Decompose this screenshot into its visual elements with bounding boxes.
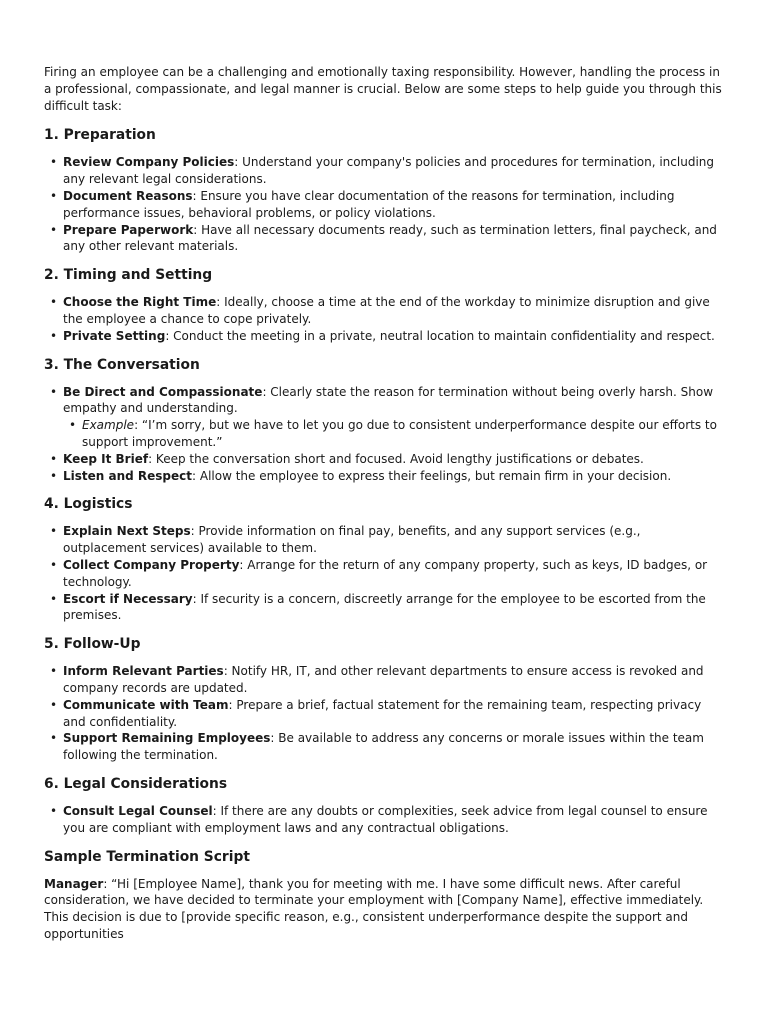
list-item (44, 188, 724, 222)
item-text: : If security is a concern, discreetly arrange for the employee to be escorted from the premises. (63, 591, 706, 623)
script-paragraph (44, 876, 724, 943)
preparation-list (44, 154, 724, 255)
item-term: Be Direct and Compassionate (63, 384, 263, 399)
conversation-list (44, 384, 724, 485)
list-item (44, 557, 724, 591)
section-heading-timing: 2. Timing and Setting (44, 267, 213, 284)
list-item (44, 154, 724, 188)
list-item (44, 697, 724, 731)
list-item (44, 328, 724, 345)
list-item (44, 468, 724, 485)
section-heading-logistics: 4. Logistics (44, 496, 133, 513)
item-term: Communicate with Team (63, 697, 229, 712)
item-term: Review Company Policies (63, 155, 235, 170)
script-speaker: Manager (44, 876, 104, 891)
section-heading-preparation: 1. Preparation (44, 127, 156, 144)
item-term: Prepare Paperwork (63, 222, 194, 237)
script-text: : “Hi [Employee Name], thank you for meeting with me. I have some difficult news. After careful consideration, we have decided to terminate your employment with [Company Name], effective immediately. This decision is due to [provide specific reason, e.g., consistent underperformance despite the support and opportunities (44, 876, 704, 941)
item-text: : Prepare a brief, factual statement for the remaining team, respecting privacy and confidentiality. (63, 697, 702, 729)
item-text: : Allow the employee to express their feelings, but remain firm in your decision. (192, 468, 672, 483)
legal-list (44, 803, 724, 837)
section-heading-legal: 6. Legal Considerations (44, 775, 228, 792)
item-text: : Conduct the meeting in a private, neutral location to maintain confidentiality and respect. (165, 328, 715, 343)
list-item (44, 222, 724, 256)
item-term: Inform Relevant Parties (63, 664, 224, 679)
item-text: : Have all necessary documents ready, such as termination letters, final paycheck, and any other relevant materials. (63, 222, 717, 254)
list-item (44, 803, 724, 837)
item-text: : Notify HR, IT, and other relevant departments to ensure access is revoked and company records are updated. (63, 664, 704, 695)
example-item (63, 417, 724, 451)
item-text: : Arrange for the return of any company property, such as keys, ID badges, or technology. (63, 557, 708, 589)
timing-list (44, 294, 724, 344)
item-term: Explain Next Steps (63, 524, 191, 539)
example-sublist (63, 417, 724, 451)
section-heading-conversation: 3. The Conversation (44, 356, 200, 373)
list-item (44, 591, 724, 625)
list-item (44, 294, 724, 328)
list-item (44, 730, 724, 764)
item-term: Choose the Right Time (63, 295, 217, 310)
follow-up-list (44, 663, 724, 764)
item-text: : Keep the conversation short and focused. Avoid lengthy justifications or debates. (148, 451, 644, 466)
example-label: Example (82, 418, 135, 433)
item-text: : Understand your company's policies and procedures for termination, including any relevant legal considerations. (63, 155, 714, 187)
intro-paragraph: Firing an employee can be a challenging and emotionally taxing responsibility. However, handling the process in a professional, compassionate, and legal manner is crucial. Below are some steps to help guide you through this difficult task: (44, 65, 722, 113)
section-heading-follow-up: 5. Follow-Up (44, 636, 141, 653)
script-heading: Sample Termination Script (44, 848, 250, 865)
logistics-list (44, 523, 724, 624)
item-term: Collect Company Property (63, 557, 240, 572)
list-item (44, 663, 724, 697)
item-term: Escort if Necessary (63, 591, 193, 606)
list-item (44, 523, 724, 557)
list-item (44, 384, 724, 451)
item-term: Consult Legal Counsel (63, 803, 213, 818)
item-text: : Provide information on final pay, benefits, and any support services (e.g., outplacement services) available to them. (63, 524, 641, 556)
item-term: Document Reasons (63, 188, 193, 203)
item-text: : If there are any doubts or complexities, seek advice from legal counsel to ensure you are compliant with employment laws and any contractual obligations. (63, 803, 708, 835)
item-text: : Be available to address any concerns or morale issues within the team following the termination. (63, 731, 704, 763)
item-term: Keep It Brief (63, 451, 149, 466)
list-item (44, 451, 724, 468)
item-term: Support Remaining Employees (63, 731, 271, 746)
item-term: Private Setting (63, 328, 166, 343)
item-text: : Ensure you have clear documentation of the reasons for termination, including performance issues, behavioral problems, or policy violations. (63, 188, 675, 220)
item-text: : Ideally, choose a time at the end of the workday to minimize disruption and give the employee a chance to cope privately. (63, 295, 710, 326)
item-term: Listen and Respect (63, 468, 193, 483)
item-text: : Clearly state the reason for termination without being overly harsh. Show empathy and understanding. (63, 384, 714, 416)
example-text: : “I’m sorry, but we have to let you go due to consistent underperformance despite our efforts to support improvement.” (82, 418, 717, 449)
